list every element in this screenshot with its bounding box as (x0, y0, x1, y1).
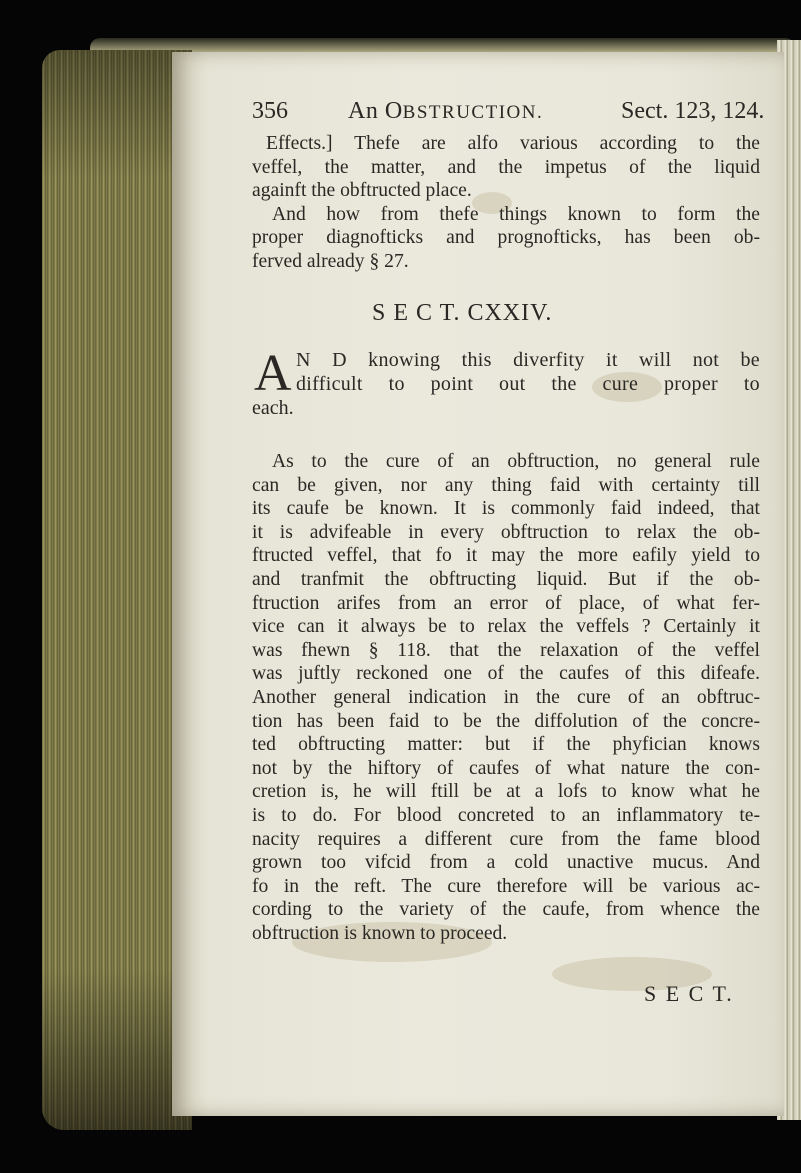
text-line: not by the hiftory of caufes of what nature the con- (252, 757, 760, 779)
text-line: is to do. For blood concreted to an inflammatory te- (252, 804, 760, 826)
text-line: cording to the variety of the caufe, from whence the (252, 899, 760, 921)
text-line: and tranfmit the obftructing liquid. But if the ob- (252, 568, 760, 590)
text-line: each. (252, 397, 294, 419)
page-number: 356 (252, 98, 288, 124)
text-line: ted obftructing matter: but if the phyfician knows (252, 734, 760, 756)
text-line: And how from thefe things known to form the (272, 203, 760, 225)
text-line: was juftly reckoned one of the caufes of this difeafe. (252, 663, 760, 685)
text-line: vice can it always be to relax the veffels ? Certainly it (252, 616, 760, 638)
drop-cap: A (254, 345, 292, 402)
text-line: N D knowing this diverfity it will not be (296, 349, 760, 371)
text-line: its caufe be known. It is commonly faid indeed, that (252, 498, 760, 520)
catchword: S E C T. (644, 981, 734, 1006)
text-line: nacity requires a different cure from the fame blood (252, 828, 760, 850)
text-line: tion has been faid to be the diffolution of the concre- (252, 710, 760, 732)
intro-paragraphs (252, 132, 760, 274)
text-line: can be given, nor any thing faid with certainty till (252, 474, 760, 496)
running-title-rest: BSTRUCTION. (402, 102, 544, 123)
book-page (172, 52, 784, 1116)
text-line: cretion is, he will ftill be at a lofs to know what he (252, 781, 760, 803)
section-heading: S E C T. CXXIV. (372, 300, 553, 326)
text-line: ftruction arifes from an error of place, of what fer- (252, 592, 760, 614)
text-line: proper diagnofticks and prognofticks, has been ob- (252, 227, 760, 249)
text-line: grown too vifcid from a cold unactive mucus. And (252, 852, 760, 874)
text-line: Effects.] Thefe are alfo various according to the (266, 133, 760, 154)
text-line: ftructed veffel, that fo it may the more eafily yield to (252, 545, 760, 567)
text-line: againft the obftructed place. (252, 180, 472, 202)
running-title-first: An O (348, 98, 403, 124)
running-section: Sect. 123, 124. (621, 98, 765, 124)
text-line: ferved already § 27. (252, 250, 409, 272)
running-title (348, 98, 543, 125)
text-line: difficult to point out the cure proper to (296, 373, 760, 395)
text-line: Another general indication in the cure of an obftruc- (252, 686, 760, 708)
text-line: fo in the reft. The cure therefore will be various ac- (252, 875, 760, 897)
drop-cap-paragraph (252, 345, 760, 420)
text-line: it is advifeable in every obftruction to relax the ob- (252, 521, 760, 543)
text-line: was fhewn § 118. that the relaxation of the veffel (252, 639, 760, 661)
commentary-paragraph (252, 450, 760, 945)
text-line: obftruction is known to proceed. (252, 922, 508, 944)
text-line: veffel, the matter, and the impetus of the liquid (252, 156, 760, 178)
text-line: As to the cure of an obftruction, no general rule (272, 451, 760, 472)
book-gilt-edges (42, 50, 192, 1130)
running-head (252, 98, 772, 132)
